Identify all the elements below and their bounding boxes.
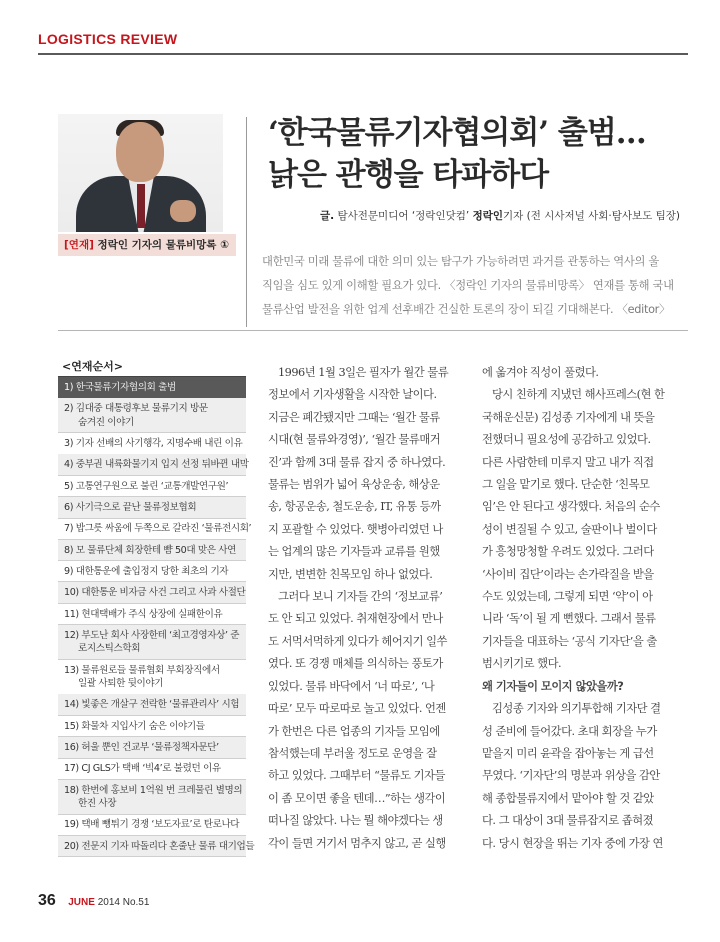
body-line: 무였다. ‘기자단’의 명분과 위상을 감안 bbox=[482, 769, 660, 783]
toc-item-text: 1) 한국물류기자협의회 출범 bbox=[64, 382, 176, 393]
byline bbox=[320, 208, 695, 223]
body-line: 송, 항공운송, 철도운송, IT, 유통 등까 bbox=[268, 500, 441, 514]
intro-divider bbox=[58, 330, 688, 331]
body-line: 그 일을 맡기로 했다. 단순한 ‘친목모 bbox=[482, 478, 650, 492]
toc-item bbox=[58, 518, 252, 540]
toc-item-text: 8) 모 물류단체 회장한테 뺨 50대 맞은 사연 bbox=[64, 544, 237, 556]
body-line: 해 종합물류지에서 맡아야 할 것 같았 bbox=[482, 791, 654, 805]
toc-item-text: 한진 사장 bbox=[78, 798, 117, 810]
toc-item-text: 11) 현대택배가 주식 상장에 실패한이유 bbox=[64, 608, 223, 620]
toc-item bbox=[58, 625, 246, 660]
body-line: 참석했는데 부러울 정도로 운영을 잘 bbox=[268, 746, 437, 760]
section-title: LOGISTICS REVIEW bbox=[38, 31, 178, 47]
body-line: 하고 있었다. 그때부터 “물류도 기자들 bbox=[268, 769, 445, 783]
series-contents bbox=[58, 357, 255, 852]
toc-item-text: 일괄 사퇴한 뒷이야기 bbox=[78, 678, 164, 690]
body-line: 1996년 1월 3일은 필자가 월간 물류 bbox=[278, 366, 449, 379]
toc-item-text: 7) 밥그릇 싸움에 두쪽으로 갈라진 ‘물류전시회’ bbox=[64, 523, 252, 535]
body-column-1 bbox=[268, 362, 476, 855]
body-line: 다. 그 대상이 3대 물류잡지로 좁혀졌 bbox=[482, 814, 654, 828]
toc-item-text: 3) 기자 선배의 사기행각, 지명수배 내린 이유 bbox=[64, 438, 243, 450]
issue-month: JUNE bbox=[68, 897, 95, 908]
byline-name: 정락인 bbox=[472, 210, 503, 222]
body-line: 지만, 변변한 친목모임 하나 없었다. bbox=[268, 567, 433, 581]
series-label bbox=[58, 234, 236, 256]
page-footer bbox=[38, 892, 149, 910]
body-line: 성이 변질될 수 있고, 술판이나 벌이다 bbox=[482, 522, 657, 536]
article-title bbox=[268, 112, 698, 196]
toc-item bbox=[58, 454, 249, 476]
toc-item-text: 로지스틱스학회 bbox=[78, 643, 141, 655]
body-line: 다. 당시 현장을 뛰는 기자 중에 가장 연 bbox=[482, 836, 663, 850]
body-line: 범시키기로 했다. bbox=[482, 657, 562, 671]
body-line: 그러다 보니 기자들 간의 ‘정보교류’ bbox=[278, 590, 443, 604]
body-line: 이 좀 모이면 좋을 텐데…”하는 생각이 bbox=[268, 791, 446, 805]
body-line: 국해운신문) 김성종 기자에게 내 뜻을 bbox=[482, 410, 655, 424]
toc-item bbox=[58, 716, 246, 738]
body-line: 있었다. 물류 바닥에서 ‘너 따로’, ‘나 bbox=[268, 679, 435, 693]
page-number: 36 bbox=[38, 892, 56, 909]
body-line: 정보에서 기자생활을 시작한 날이다. bbox=[268, 388, 437, 402]
toc-item bbox=[58, 540, 246, 562]
body-line: 도 서먹서먹하게 있다가 헤어지기 일쑤 bbox=[268, 634, 447, 648]
body-line: 떠나질 않았다. 나는 뭘 해야겠다는 생 bbox=[268, 814, 443, 828]
intro-line: 대한민국 미래 물류에 대한 의미 있는 탐구가 가능하려면 과거를 관통하는 역사의 울 bbox=[262, 255, 660, 268]
body-line: 각이 들면 거기서 멈추지 않고, 곧 실행 bbox=[268, 836, 446, 850]
author-photo bbox=[58, 114, 223, 232]
body-line: ‘사이비 집단’이라는 손가락질을 받을 bbox=[482, 567, 654, 581]
toc-item bbox=[58, 737, 246, 759]
toc-item-text: 17) CJ GLS가 택배 ‘빅4’로 불렸던 이유 bbox=[64, 763, 221, 775]
body-column-2 bbox=[482, 362, 690, 855]
body-line: 였다. 또 경쟁 매체를 의식하는 풍토가 bbox=[268, 657, 443, 671]
toc-item-text: 16) 허울 뿐인 건교부 ‘물류정책자문단’ bbox=[64, 742, 219, 753]
issue-info bbox=[68, 897, 149, 908]
body-line: 성 준비에 들어갔다. 초대 회장을 누가 bbox=[482, 724, 657, 738]
issue-number: 2014 No.51 bbox=[97, 897, 150, 908]
toc-item bbox=[58, 476, 246, 498]
body-line: 가 흥청망청할 우려도 있었다. 그러다 bbox=[482, 545, 654, 559]
title-line: ‘한국물류기자협의회’ 출범… bbox=[268, 115, 646, 151]
toc-item-text: 10) 대한통운 비자금 사건 그리고 사과 사절단 bbox=[64, 587, 246, 599]
byline-prefix: 글. bbox=[320, 210, 335, 222]
body-line: 따로’ 모두 따로따로 놀고 있었다. 언젠 bbox=[268, 702, 446, 716]
toc-item bbox=[58, 497, 246, 519]
toc-item-text: 숨겨진 이야기 bbox=[78, 416, 134, 428]
body-line: 지금은 폐간됐지만 그때는 ‘월간 물류 bbox=[268, 410, 440, 424]
body-line: 진’과 함께 3대 물류 잡지 중 하나였다. bbox=[268, 455, 446, 469]
article-intro bbox=[262, 250, 692, 322]
toc-item-text: 9) 대한통운에 출입정지 당한 최초의 기자 bbox=[64, 565, 229, 577]
toc-item bbox=[58, 377, 246, 399]
header-divider bbox=[38, 53, 688, 55]
body-line: 임’은 안 된다고 생각했다. 처음의 순수 bbox=[482, 500, 660, 514]
toc-item bbox=[58, 604, 246, 626]
toc-item-text: 4) 중부권 내륙화물기지 입지 선정 뒤바뀐 내막 bbox=[64, 459, 249, 471]
byline-suffix: 기자 (전 시사저널 사회·탐사보도 팀장) bbox=[503, 210, 681, 222]
body-line: 수도 있었는데, 그렇게 되면 ‘약’이 아 bbox=[482, 590, 653, 604]
toc-item bbox=[58, 814, 246, 836]
toc-item bbox=[58, 582, 246, 604]
toc-item-text: 20) 전문지 기자 따돌리다 혼줄난 물류 대기업들 bbox=[64, 840, 255, 852]
title-line: 낡은 관행을 타파하다 bbox=[268, 157, 549, 193]
toc-item-text: 12) 부도난 회사 사장한테 ‘최고경영자상’ 준 bbox=[64, 629, 240, 641]
body-line: 당시 친하게 지냈던 해사프레스(현 한 bbox=[492, 388, 665, 402]
toc-item-text: 14) 빛좋은 개살구 전락한 ‘물류관리사’ 시험 bbox=[64, 699, 240, 711]
toc-item-text: 6) 사기극으로 끝난 물류정보협회 bbox=[64, 502, 197, 513]
toc-item-text: 2) 김대중 대통령후보 물류기지 방문 bbox=[64, 403, 208, 415]
body-line: 도 안 되고 있었다. 취재현장에서 만나 bbox=[268, 612, 443, 626]
body-line: 맡을지 미리 윤곽을 잡아놓는 게 급선 bbox=[482, 746, 654, 760]
column-divider bbox=[246, 117, 247, 327]
toc-item bbox=[58, 561, 246, 583]
toc-item-text: 18) 한번에 홍보비 1억원 번 크레물린 별명의 bbox=[64, 784, 243, 796]
series-name: 정락인 기자의 물류비망록 ① bbox=[97, 239, 229, 251]
body-line: 물류는 범위가 넓어 육상운송, 해상운 bbox=[268, 478, 440, 492]
body-line: 니라 ‘독’이 될 게 뻔했다. 그래서 물류 bbox=[482, 612, 656, 626]
body-line: 기자들을 대표하는 ‘공식 기자단’을 출 bbox=[482, 634, 657, 648]
byline-org: 탐사전문미디어 ‘정락인닷컴’ bbox=[337, 210, 470, 222]
toc-item-text: 5) 고통연구원으로 불린 ‘교통개발연구원’ bbox=[64, 480, 229, 492]
toc-item bbox=[58, 758, 246, 780]
toc-item bbox=[58, 836, 255, 858]
body-line: 다른 사람한테 미루지 말고 내가 직접 bbox=[482, 455, 654, 469]
body-line: 지 포괄할 수 있었다. 햇병아리였던 나 bbox=[268, 522, 443, 536]
toc-item-text: 15) 화물차 지입사기 숨은 이야기들 bbox=[64, 720, 205, 732]
body-line: 에 옮겨야 직성이 풀렸다. bbox=[482, 366, 599, 379]
body-line: 전했더니 필요성에 공감하고 있었다. bbox=[482, 433, 651, 447]
toc-item bbox=[58, 694, 246, 716]
toc-item bbox=[58, 780, 246, 815]
body-line: 김성종 기자와 의기투합해 기자단 결 bbox=[492, 702, 661, 716]
toc-item bbox=[58, 398, 246, 433]
toc-item-text: 19) 택배 뺑튀기 경쟁 ‘보도자료’로 탄로나다 bbox=[64, 819, 240, 831]
intro-line: 물류산업 발전을 위한 업계 선후배간 건실한 토론의 장이 되길 기대해본다. 〈editor〉 bbox=[262, 303, 671, 316]
body-line: 는 업계의 많은 기자들과 교류를 원했 bbox=[268, 545, 440, 559]
toc-title: <연재순서> bbox=[62, 360, 123, 373]
body-line: 가 한번은 다른 업종의 기자들 모임에 bbox=[268, 724, 440, 738]
series-tag: [연재] bbox=[64, 239, 94, 251]
intro-line: 직임을 심도 있게 이해할 필요가 있다. 〈정락인 기자의 물류비망록〉 연재를 통해 국내 bbox=[262, 279, 674, 292]
toc-item bbox=[58, 433, 246, 455]
body-line: 시대(현 물류와경영)’, ‘월간 물류매거 bbox=[268, 433, 441, 447]
subheading: 왜 기자들이 모이지 않았을까? bbox=[482, 679, 624, 693]
toc-item bbox=[58, 660, 246, 695]
toc-item-text: 13) 물류원로들 물류협회 부회장직에서 bbox=[64, 664, 220, 676]
